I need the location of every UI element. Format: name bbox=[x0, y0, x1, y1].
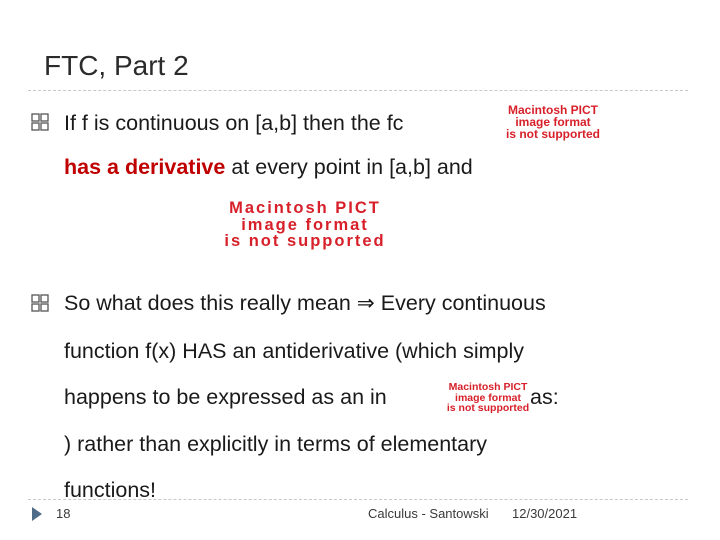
footer-divider bbox=[28, 499, 688, 500]
pict-line-2: image format bbox=[515, 115, 591, 129]
bullet1-line1: If f is continuous on [a,b] then the fc bbox=[64, 111, 404, 135]
bullet2-line5: functions! bbox=[64, 478, 157, 502]
title-divider bbox=[28, 90, 688, 91]
slide-number: 18 bbox=[56, 506, 71, 521]
pict-line-1: Macintosh PICT bbox=[448, 381, 528, 394]
pict-line-3: is not supported bbox=[224, 232, 386, 251]
pict-placeholder-1 bbox=[474, 103, 632, 141]
bullet2-line1: So what does this really mean ⇒ Every continuous bbox=[64, 291, 546, 315]
pict-line-3: is not supported bbox=[446, 402, 530, 415]
bullet1-line2-rest: at every point in [a,b] and bbox=[225, 155, 473, 179]
square-bullet-icon bbox=[30, 293, 50, 313]
bullet2-line3: happens to be expressed as an in bbox=[64, 385, 387, 409]
slide-title: FTC, Part 2 bbox=[44, 50, 189, 81]
pict-line-2: image format bbox=[241, 215, 369, 234]
bullet1-line2 bbox=[64, 155, 473, 180]
bullet2-line4: ) rather than explicitly in terms of elementary bbox=[64, 432, 487, 456]
square-bullet-icon bbox=[30, 112, 50, 132]
pict-line-1: Macintosh PICT bbox=[229, 199, 381, 218]
footer-course: Calculus - Santowski bbox=[368, 506, 489, 521]
derivative-emphasis: has a derivative bbox=[64, 155, 226, 179]
bullet2-line3-end: as: bbox=[530, 385, 559, 409]
footer-date: 12/30/2021 bbox=[512, 506, 578, 521]
pict-line-2: image format bbox=[455, 391, 521, 404]
triangle-marker-icon bbox=[32, 507, 42, 521]
pict-placeholder-2 bbox=[160, 199, 450, 251]
bullet2-line2: function f(x) HAS an antiderivative (which simply bbox=[64, 339, 525, 363]
pict-placeholder-3 bbox=[440, 379, 536, 417]
pict-line-3: is not supported bbox=[506, 127, 600, 141]
pict-line-1: Macintosh PICT bbox=[507, 103, 598, 117]
